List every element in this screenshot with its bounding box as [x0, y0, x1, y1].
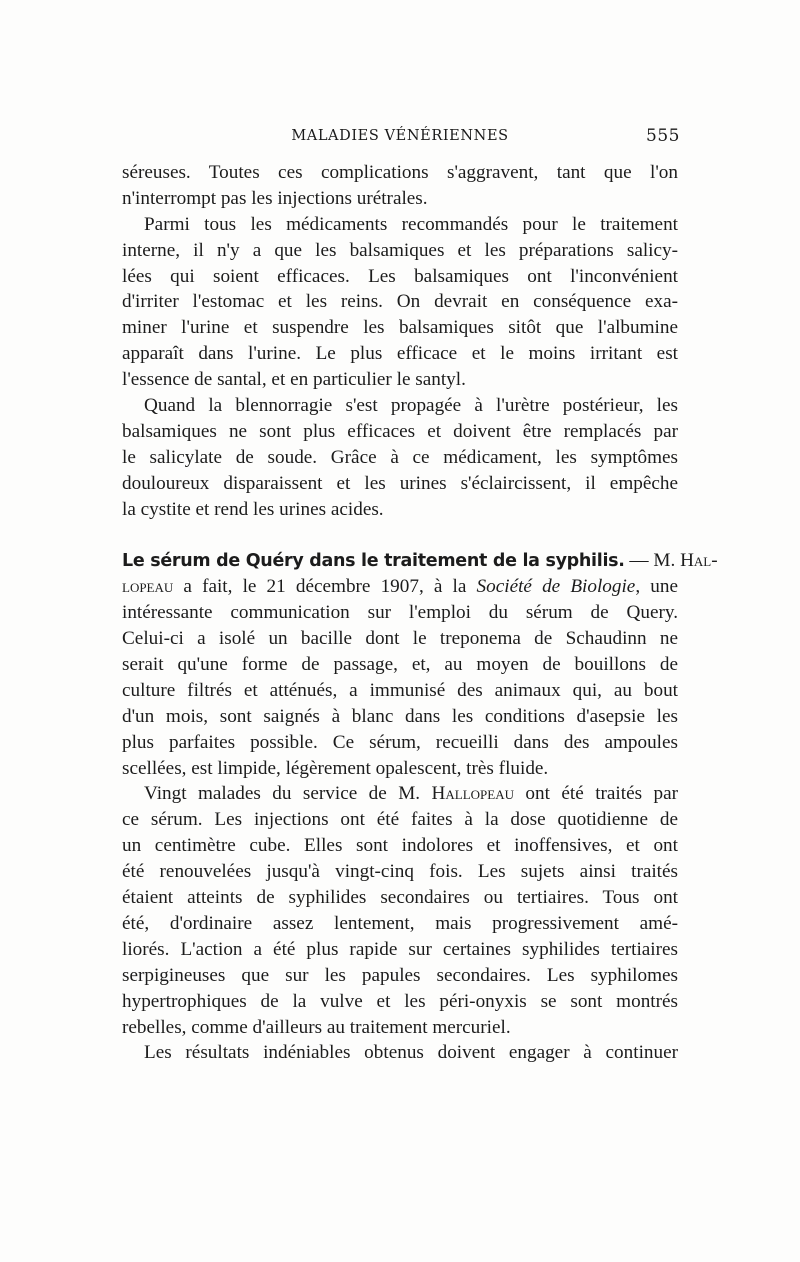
- text-line: culture filtrés et atténués, a immunisé des animaux qui, au bout: [122, 679, 678, 701]
- text-line: douloureux disparaissent et les urines s'éclaircissent, il empêche: [122, 472, 678, 494]
- text-line: apparaît dans l'urine. Le plus efficace et le moins irritant est: [122, 343, 678, 365]
- paragraph-vingt-malades: [122, 781, 678, 1040]
- text-line: hypertrophiques de la vulve et les péri-onyxis se sont montrés: [122, 990, 678, 1012]
- text-line: lées qui soient efficaces. Les balsamiques ont l'inconvénient: [122, 265, 678, 287]
- section-serum-query: [122, 548, 718, 781]
- text-line: Parmi tous les médicaments recommandés pour le traitement: [144, 213, 678, 235]
- author-name: Hal-: [680, 550, 718, 572]
- paragraph-continuation: [122, 160, 678, 212]
- text-line: séreuses. Toutes ces complications s'aggravent, tant que l'on: [122, 162, 678, 183]
- text-line: la cystite et rend les urines acides.: [122, 498, 384, 520]
- text-line: miner l'urine et suspendre les balsamiques sitôt que l'albumine: [122, 317, 678, 339]
- author-name-cont: lopeau: [122, 576, 174, 598]
- text-line: un centimètre cube. Elles sont indolores et inoffensives, et ont: [122, 835, 678, 857]
- text-line: été renouvelées jusqu'à vingt-cinq fois. Les sujets ainsi traités: [122, 861, 678, 883]
- heading-dash: — M.: [624, 550, 681, 572]
- text-line: d'un mois, sont saignés à blanc dans les conditions d'asepsie les: [122, 705, 678, 727]
- text-line: [122, 781, 678, 807]
- society-name: Société de Biologie: [476, 576, 636, 598]
- text-line: le salicylate de soude. Grâce à ce médicament, les symptômes: [122, 446, 678, 468]
- text-line: rebelles, comme d'ailleurs au traitement mercuriel.: [122, 1016, 511, 1038]
- text-run: Vingt malades du service de M.: [144, 783, 432, 805]
- text-line: Les résultats indéniables obtenus doivent engager à continuer: [144, 1042, 678, 1064]
- text-line: l'essence de santal, et en particulier le santyl.: [122, 369, 466, 391]
- text-line: serait qu'une forme de passage, et, au moyen de bouillons de: [122, 654, 678, 676]
- text-line: [122, 574, 678, 600]
- text-line: d'irriter l'estomac et les reins. On devrait en conséquence exa-: [122, 291, 678, 313]
- text-run: , une: [635, 576, 678, 598]
- text-line: étaient atteints de syphilides secondaires ou tertiaires. Tous ont: [122, 887, 678, 909]
- text-line: scellées, est limpide, légèrement opalescent, très fluide.: [122, 757, 549, 779]
- text-line: Celui-ci a isolé un bacille dont le treponema de Schaudinn ne: [122, 628, 678, 650]
- text-line: interne, il n'y a que les balsamiques et les préparations salicy-: [122, 239, 678, 261]
- text-line: intéressante communication sur l'emploi du sérum de Query.: [122, 602, 678, 624]
- text-line: serpigineuses que sur les papules secondaires. Les syphilomes: [122, 964, 678, 986]
- page-number: 555: [646, 126, 680, 146]
- text-line: liorés. L'action a été plus rapide sur certaines syphilides tertiaires: [122, 938, 678, 960]
- text-line: plus parfaites possible. Ce sérum, recueilli dans des ampoules: [122, 731, 678, 753]
- paragraph-balsamiques: [122, 212, 678, 393]
- text-line: balsamiques ne sont plus efficaces et doivent être remplacés par: [122, 420, 678, 442]
- text-run: ont été traités par: [514, 783, 679, 805]
- text-line: ce sérum. Les injections ont été faites à la dose quotidienne de: [122, 809, 678, 831]
- section-gap: [122, 522, 678, 548]
- text-line: été, d'ordinaire assez lentement, mais progressivement amé-: [122, 912, 678, 934]
- section-heading-line: [122, 548, 718, 574]
- running-head: [120, 128, 680, 152]
- author-name: Hallopeau: [431, 783, 514, 805]
- text-line: Quand la blennorragie s'est propagée à l'urètre postérieur, les: [144, 395, 678, 417]
- paragraph-blennorragie: [122, 393, 678, 522]
- paragraph-resultats: [122, 1040, 678, 1066]
- body-text: [122, 160, 718, 1066]
- text-run: a fait, le 21 décembre 1907, à la: [173, 576, 477, 598]
- running-title: MALADIES VÉNÉRIENNES: [291, 128, 509, 144]
- text-line: n'interrompt pas les injections urétrales.: [122, 187, 428, 209]
- section-heading: Le sérum de Quéry dans le traitement de la syphilis.: [122, 551, 625, 572]
